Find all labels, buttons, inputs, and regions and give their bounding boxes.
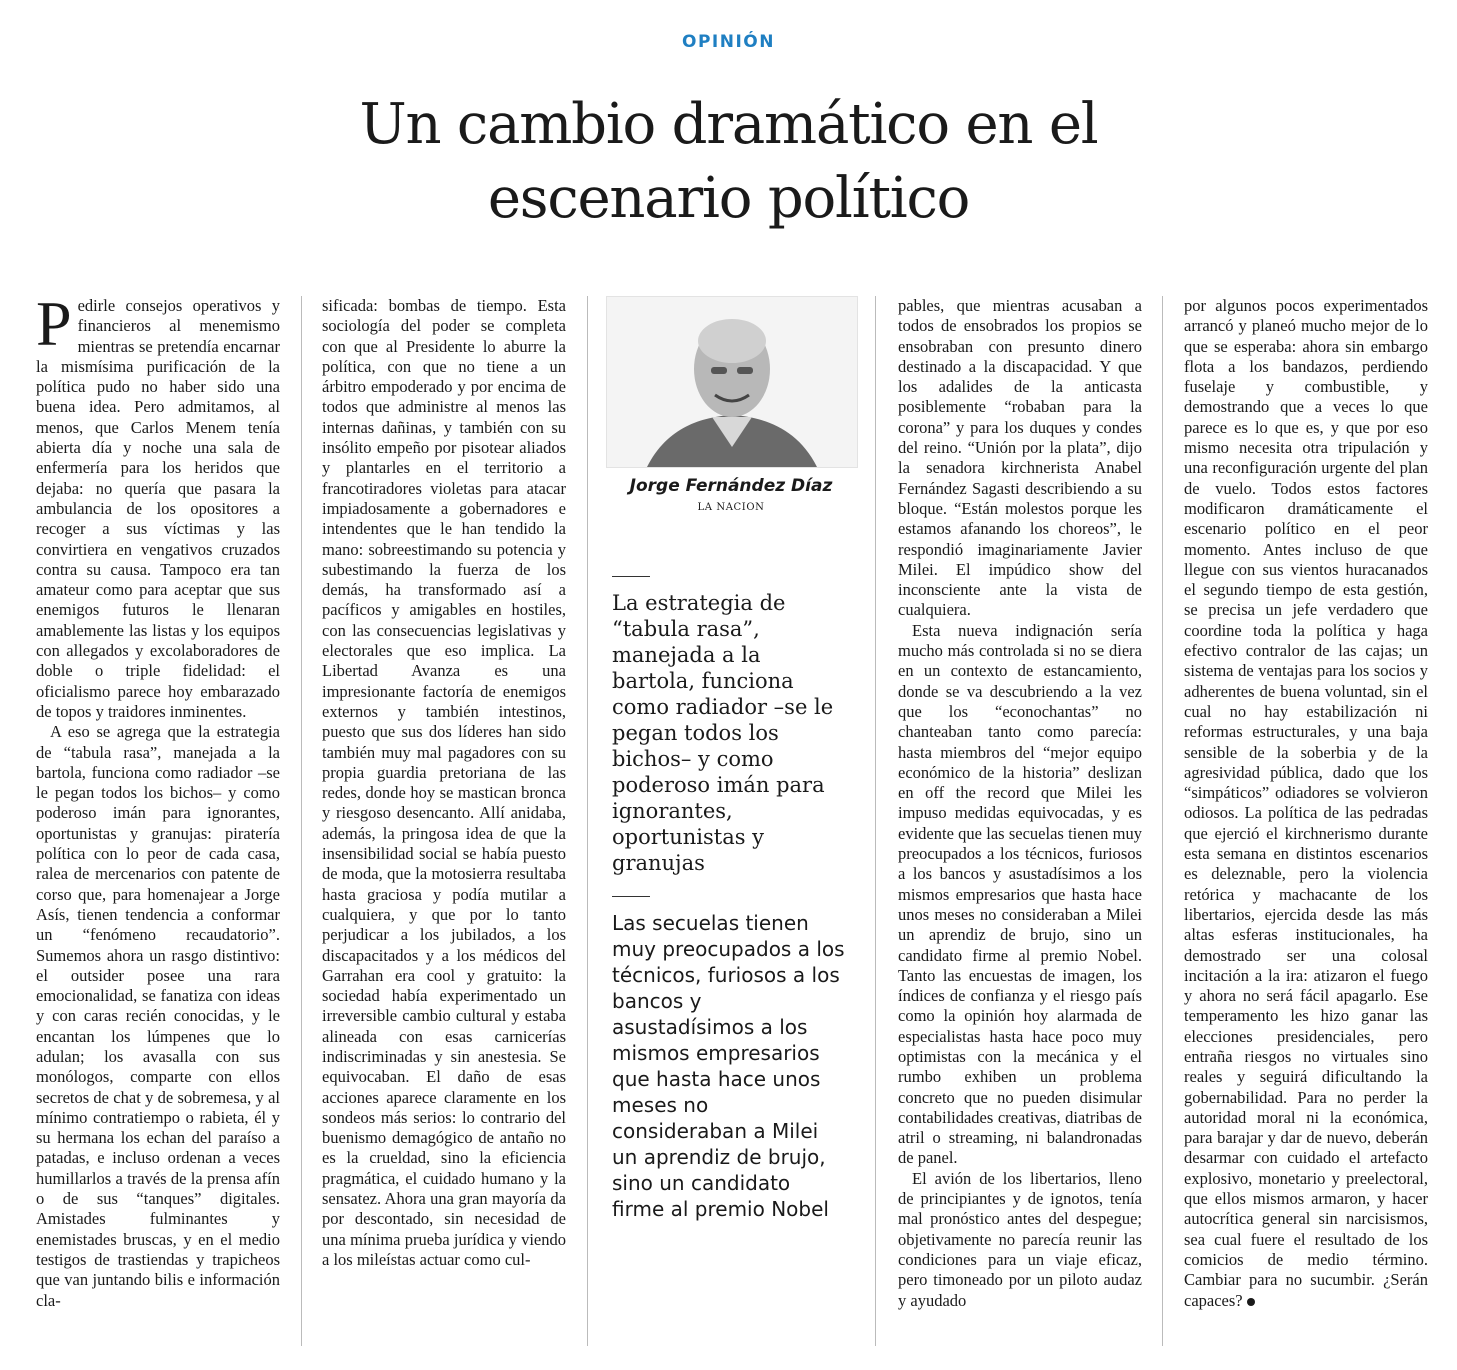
paragraph: Esta nueva indignación sería mucho más controlada si no se diera en un contexto de estancamiento, donde se va descubriendo a la vez que los “econochantas” no chanteaban tanto como parecía: hasta miembros del “mejor equipo económico de la historia” deslizan en off the record que Milei les impuso medidas equivocadas, y es evidente que las secuelas tienen muy preocupados a los técnicos, furiosos a los bancos y asustadísimos a los mismos empresarios que hasta hace unos meses no consideraban a Milei un aprendiz de brujo, sino un candidato firme al premio Nobel. Tanto las encuestas de imagen, los índices de confianza y el riesgo país como la opinión hoy alarmada de especialistas hasta hace poco muy optimistas con la mecánica y el rumbo exhiben un problema concreto que no pueden disimular contabilidades creativas, diatribas de atril o streaming, ni balandronadas de panel. (898, 620, 1142, 1168)
article-column-1 (36, 288, 280, 1311)
section-label: OPINIÓN (682, 32, 775, 52)
paragraph: pables, que mientras acusaban a todos de ensobrados los propios se ensobraban con presunto dinero destinado a la discapacidad. Y que los adalides de la anticasta posiblemente “robaban para la corona” y para los duques y condes del reino. “Unión por la plata”, dijo la senadora kirchnerista Anabel Fernández Sagasti describiendo a su bloque. “Están molestos porque les estamos afanando los choreos”, le respondió imaginariamente Javier Milei. El impúdico show del inconsciente ante la vista de cualquiera. (898, 296, 1142, 620)
paragraph (1184, 296, 1428, 1311)
author-name: Jorge Fernández Díaz (629, 476, 833, 496)
author-photo (606, 296, 858, 468)
drop-cap: P (36, 288, 72, 359)
author-box (606, 296, 856, 513)
column-divider (587, 296, 588, 1346)
column-divider (1162, 296, 1163, 1346)
headline-line-2: escenario político (487, 166, 970, 231)
headline-line-1: Un cambio dramático en el (359, 92, 1098, 157)
pullquote-rule (612, 896, 650, 897)
article-column-5 (1184, 296, 1428, 1311)
author-portrait-icon (607, 297, 857, 467)
author-org: LA NACION (697, 502, 765, 513)
paragraph: El avión de los libertarios, lleno de principiantes y de ignotos, tenía mal pronóstico antes del despegue; objetivamente no parecía reunir las condiciones para un viaje eficaz, pero timoneado por un piloto audaz y ayudado (898, 1168, 1142, 1310)
paragraph-text: por algunos pocos experimentados arrancó y planeó mucho mejor de lo que se esperaba: ahora sin embargo flota a los bandazos, perdiendo fuselaje y combustible, y demostrando que a veces lo que parece es lo que es, y que por eso mismo necesita otra tripulación y una reconfiguración urgente del plan de vuelo. Todos estos factores modificaron dramáticamente el escenario político en el peor momento. Antes incluso de que llegue con sus vientos huracanados el segundo tiempo de esta gestión, se precisa un jefe verdadero que coordine toda la política y haga efectivo contralor de las cajas; un sistema de ventajas para los socios y adherentes de buena voluntad, sin el cual no hay estabilización ni reformas estructurales, y una baja sensible de la soberbia y de la agresividad pública, dado que los “simpáticos” odiadores se volvieron odiosos. La política de las pedradas que ejerció el kirchnerismo durante esta semana en distintos escenarios es deleznable, pero la violencia retórica y machacante de los libertarios, ejercida desde las más altas esferas institucionales, ha demostrado ser una colosal incitación a la ira: atizaron el fuego y ahora no será fácil apagarlo. Ese temperamento les hizo ganar las elecciones presidenciales, pero entraña riesgos no virtuales sino reales y seguirá dificultando la gobernabilidad. Para no perder la autoridad moral ni la económica, para barajar y dar de nuevo, deberán desarmar con cuidado el artefacto explosivo, monetario y preelectoral, que ellos mismos armaron, y hacer autocrítica general sin narcisismos, sea cual fuere el resultado de los comicios de medio término. Cambiar para no sucumbir. ¿Serán capaces? (1184, 296, 1428, 1310)
pullquote-2: Las secuelas tienen muy preocupados a los técnicos, furiosos a los bancos y asustadísimos a los mismos empresarios que hasta hace unos meses no consideraban a Milei un aprendiz de brujo, sino un candidato firme al premio Nobel (612, 911, 845, 1221)
paragraph (36, 288, 280, 722)
pullquote-1: La estrategia de “tabula rasa”, manejada a la bartola, funciona como radiador –se le pegan todos los bichos– y como poderoso imán para ignorantes, oportunistas y granujas (612, 591, 834, 875)
article-column-2 (322, 296, 566, 1270)
column-divider (875, 296, 876, 1346)
headline (0, 88, 1457, 236)
end-mark-icon (1247, 1298, 1255, 1306)
pullquote-rule (612, 576, 650, 577)
article-column-4 (898, 296, 1142, 1311)
paragraph: sificada: bombas de tiempo. Esta sociología del poder se completa con que al Presidente lo aburre la política, con que no tiene a un árbitro empoderado y por encima de todos que administre al menos las internas dañinas, y también con su insólito empeño por pisotear aliados y plantarles en el territorio a francotiradores violetas para atacar impiadosamente a gobernadores e intendentes que le han tendido la mano: sobreestimando su potencia y subestimando la fuerza de los demás, ha transformado así a pacíficos y amigables en hostiles, con las consecuencias legislativas y electorales que eso implica. La Libertad Avanza es una impresionante factoría de enemigos externos y también intestinos, puesto que sus dos líderes han sido también muy mal pagadores con su propia guardia pretoriana de las redes, donde hoy se mastican bronca y riesgoso desencanto. Allí anidaba, además, la pringosa idea de que la insensibilidad social se había puesto de moda, que la motosierra resultaba hasta graciosa y podía mutilar a cualquiera, y que por lo tanto perjudicar a los jubilados, a los discapacitados y a los médicos del Garrahan era cool y gratuito: la sociedad había experimentado un irreversible cambio cultural y estaba alineada con esas carnicerías indiscriminadas y sin anestesia. Se equivocaban. El daño de esas acciones aparece claramente en los sondeos más serios: lo contrario del buenismo demagógico de antaño no es la crueldad, sino la eficiencia pragmática, el cuidado humano y la sensatez. Ahora una gran mayoría da por descontado, sin necesidad de una mínima prueba jurídica y viendo a los mileístas actuar como cul- (322, 296, 566, 1269)
column-divider (301, 296, 302, 1346)
paragraph-text: edirle consejos operativos y financieros al menemismo mientras se pretendía encarnar la mismísima purificación de la política pudo no haber sido una buena idea. Pero admitamos, al menos, que Carlos Menem tenía abierta día y noche una sala de enfermería para los heridos que dejaba: no quería que pasara la ambulancia de los opositores a recoger a sus víctimas y las convirtiera en vengativos cruzados contra su causa. Tampoco era tan amateur como para aceptar que sus enemigos futuros le llenaran amablemente las listas y los equipos con allegados y excolaboradores de doble o triple fidelidad: el oficialismo parece hoy embarazado de topos y traidores inminentes. (36, 296, 280, 721)
paragraph: A eso se agrega que la estrategia de “tabula rasa”, manejada a la bartola, funciona como radiador –se le pegan todos los bichos– y como poderoso imán para ignorantes, oportunistas y granujas: piratería política con lo peor de cada casa, ralea de mercenarios con patente de corso que, para homenajear a Jorge Asís, tienen tendencia a conformar un “fenómeno recaudatorio”. Sumemos ahora un rasgo distintivo: el outsider posee una rara emocionalidad, se fanatiza con ideas y con caras recién conocidas, y le encantan los lúmpenes que lo adulan; los avasalla con sus monólogos, comparte con ellos secretos de chat y de sobremesa, y al mínimo contratiempo o rabieta, él y su hermana los echan del paraíso a patadas, e incluso ordenan a veces humillarlos a través de la prensa afín o de sus “tanques” digitales. Amistades fulminantes y enemistades bruscas, y en el medio testigos de trastiendas y trapicheos que van juntando bilis e información cla- (36, 722, 280, 1310)
